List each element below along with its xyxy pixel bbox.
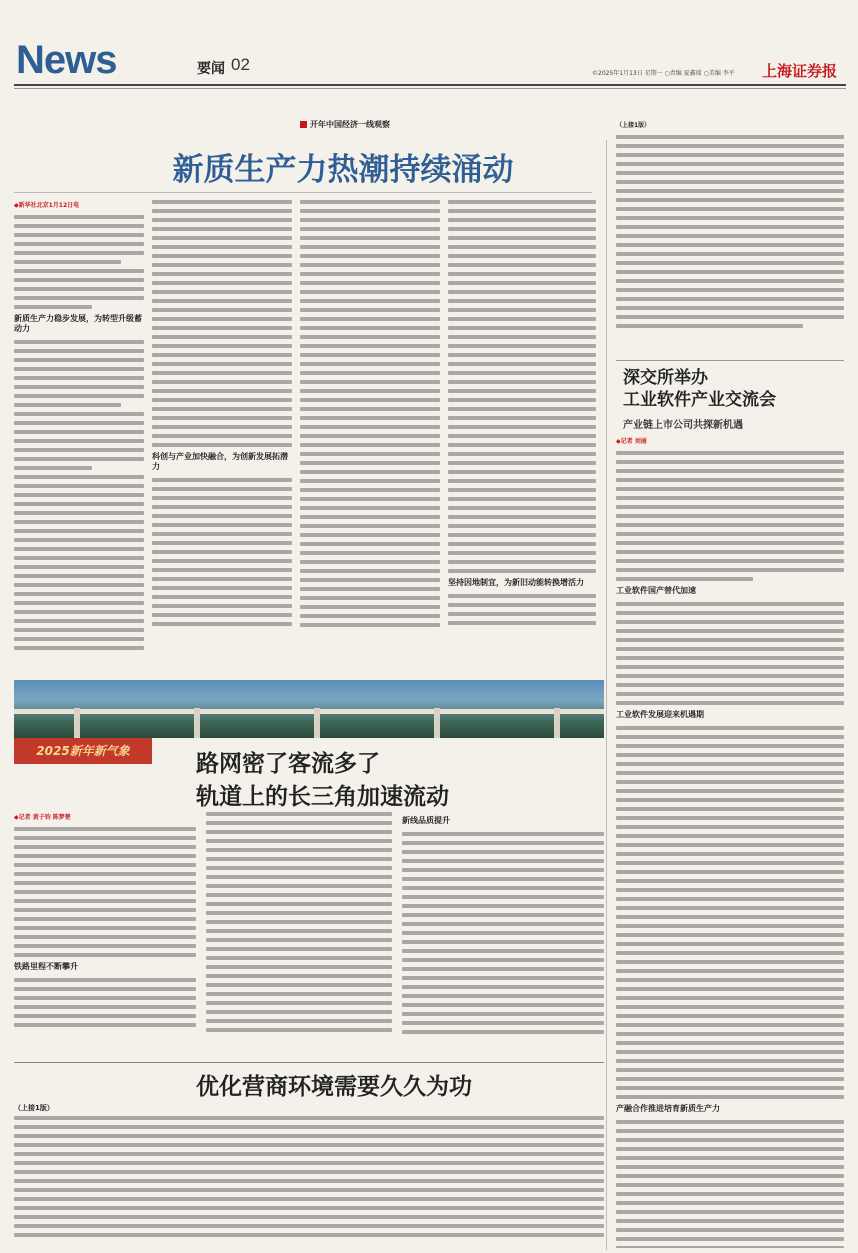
bottom-body (14, 1116, 604, 1248)
body-text (14, 1116, 604, 1237)
feature-byline: ◆新华社北京1月12日电 (14, 202, 80, 209)
bridge-pier (554, 708, 560, 738)
body-text (616, 726, 844, 1099)
sidebar-continuation (616, 120, 844, 348)
sidebar-subtitle: 产业链上市公司共探新机遇 (623, 420, 743, 431)
body-text (616, 602, 844, 705)
body-text (14, 978, 196, 1027)
sidebar-subhead-1: 工业软件国产替代加速 (616, 586, 696, 595)
sidebar-lead-tag: （上接1版） (616, 122, 651, 129)
bridge-pier (194, 708, 200, 738)
sidebar-byline: ◆记者 刘丽 (616, 438, 647, 445)
body-text (448, 594, 596, 625)
feature-column-4 (448, 200, 596, 670)
news-logo: News (16, 38, 117, 82)
rail-column-1 (14, 812, 196, 1058)
feature-column-1 (14, 200, 144, 670)
sidebar-divider (616, 360, 844, 361)
bottom-lead-tag: （上接1版） (14, 1104, 54, 1112)
rail-subhead-2: 新线品质提升 (402, 816, 450, 825)
body-text (206, 812, 392, 1032)
feature-column-3 (300, 200, 440, 670)
rail-headline-2[interactable]: 轨道上的长三角加速流动 (196, 783, 449, 810)
feature-subhead-2: 科创与产业加快融合，为创新发展拓潜力 (152, 452, 288, 471)
section-name: 要闻 (197, 61, 225, 77)
bridge-deck (14, 709, 604, 714)
sidebar-subhead-3: 产融合作推进培育新质生产力 (616, 1104, 720, 1113)
body-text (616, 135, 844, 328)
body-text (448, 200, 596, 573)
body-text (14, 827, 196, 957)
header-divider-thin (14, 88, 846, 89)
body-text (14, 215, 144, 309)
sidebar-body (616, 436, 844, 1248)
feature-subhead-3: 坚持因地制宜，为新旧动能转换增活力 (448, 578, 584, 587)
feature-divider (14, 192, 592, 193)
body-text (300, 200, 440, 627)
body-text (14, 340, 144, 650)
bridge-pier (74, 708, 80, 738)
bottom-divider (14, 1062, 604, 1063)
bottom-headline[interactable]: 优化营商环境需要久久为功 (196, 1073, 472, 1100)
rail-column-3 (402, 812, 604, 1058)
body-text (616, 1120, 844, 1248)
rail-subhead-1: 铁路里程不断攀升 (14, 962, 78, 971)
header-divider (14, 84, 846, 86)
body-text (402, 832, 604, 1034)
new-year-banner: 2025新年新气象 (14, 738, 152, 764)
rail-column-2 (206, 812, 392, 1058)
bridge-pier (434, 708, 440, 738)
rail-byline: ◆记者 黄子钧 陈梦楚 (14, 814, 71, 821)
feature-subhead-1: 新质生产力稳步发展，为转型升级蓄动力 (14, 314, 142, 333)
masthead (0, 0, 858, 92)
body-text (152, 478, 292, 626)
railway-photo (14, 680, 604, 738)
bridge-pier (314, 708, 320, 738)
column-divider (606, 140, 607, 1250)
brand-logo: 上海证券报 (762, 62, 838, 80)
feature-headline[interactable]: 新质生产力热潮持续涌动 (172, 152, 514, 188)
date-line: ©2025年1月13日 星期一 ○责编 夏鑫瑞 ○美编 李平 (592, 70, 735, 77)
sidebar-headline-2[interactable]: 工业软件产业交流会 (623, 390, 776, 410)
rail-headline-1[interactable]: 路网密了客流多了 (196, 750, 380, 777)
sidebar-subhead-2: 工业软件发展迎来机遇期 (616, 710, 704, 719)
body-text (152, 200, 292, 447)
sidebar-headline-1[interactable]: 深交所举办 (623, 368, 708, 388)
body-text (616, 451, 844, 581)
column-label: 开年中国经济一线观察 (300, 119, 390, 130)
feature-column-2 (152, 200, 292, 670)
page-number: 02 (231, 55, 250, 74)
